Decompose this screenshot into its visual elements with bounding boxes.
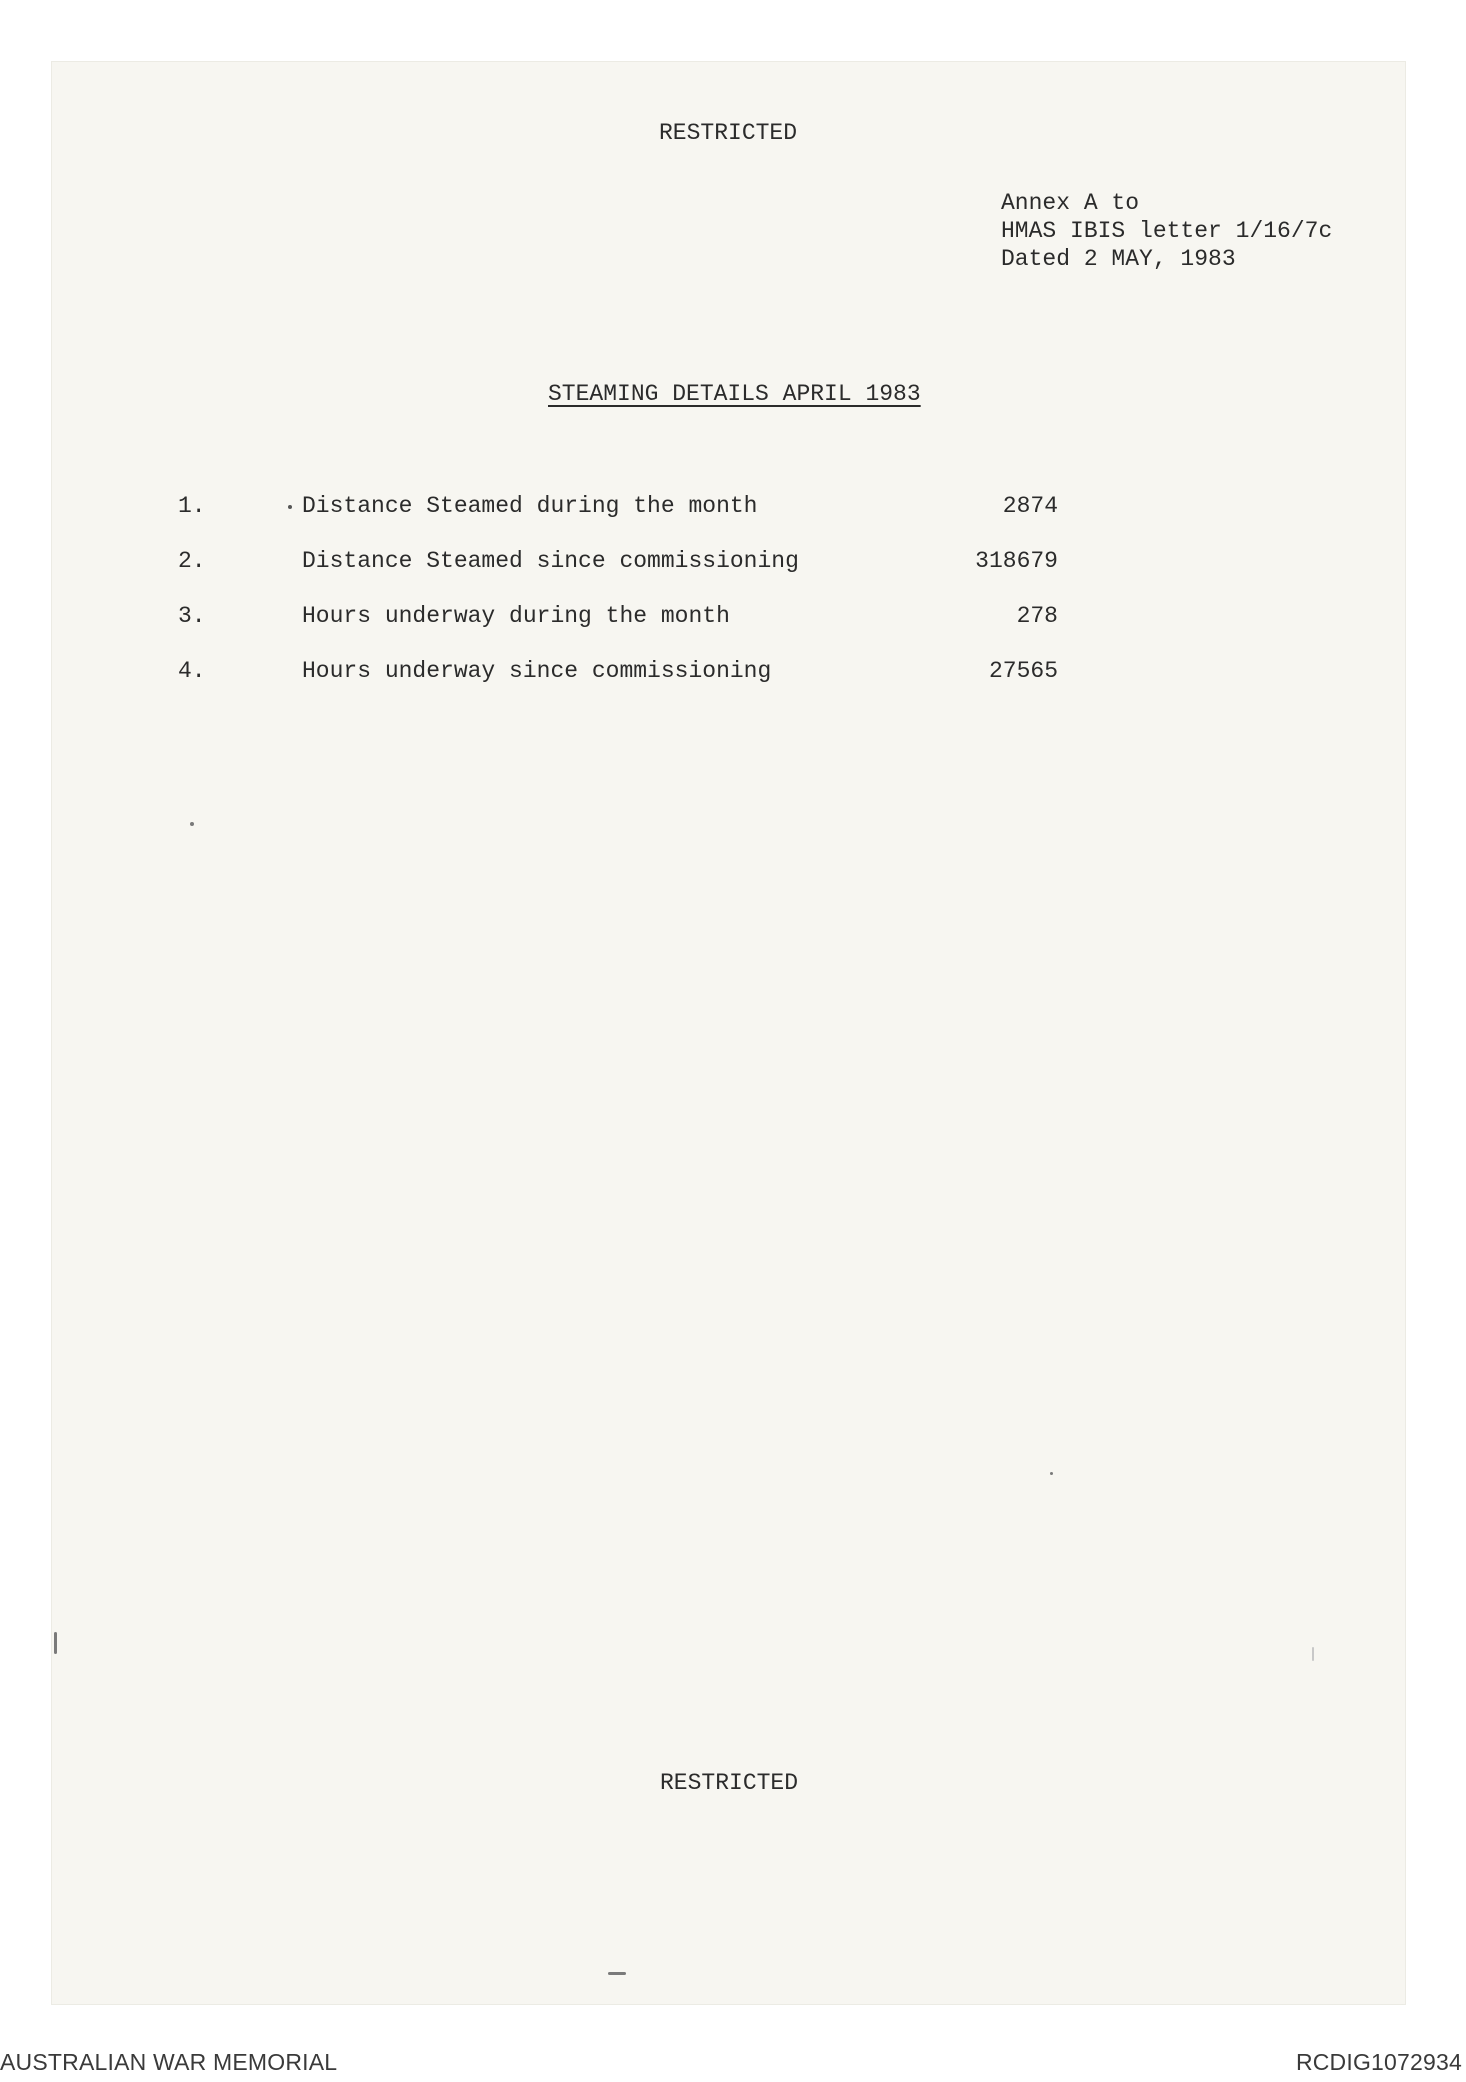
- document-page: [52, 62, 1405, 2004]
- archive-credit: AUSTRALIAN WAR MEMORIAL: [0, 2049, 338, 2075]
- paper-speck: [54, 1632, 57, 1654]
- item-value: 278: [1016, 603, 1058, 629]
- item-number: 3.: [178, 603, 206, 629]
- annex-line: HMAS IBIS letter 1/16/7c: [1001, 218, 1333, 244]
- item-label: Distance Steamed during the month: [302, 493, 758, 519]
- pen-tick-mark: [288, 505, 292, 509]
- classification-marking-bottom: RESTRICTED: [660, 1770, 799, 1796]
- annex-line: Dated 2 MAY, 1983: [1001, 246, 1236, 272]
- paper-speck: [1050, 1472, 1053, 1475]
- item-label: Hours underway since commissioning: [302, 658, 772, 684]
- item-label: Distance Steamed since commissioning: [302, 548, 799, 574]
- annex-line: Annex A to: [1001, 190, 1140, 216]
- classification-marking-top: RESTRICTED: [659, 120, 798, 146]
- annex-reference: [1001, 189, 1332, 273]
- item-value: 318679: [975, 548, 1058, 574]
- paper-speck: [608, 1972, 626, 1975]
- item-value: 27565: [988, 658, 1058, 684]
- item-value: 2874: [1002, 493, 1058, 519]
- item-number: 4.: [178, 658, 206, 684]
- document-title: STEAMING DETAILS APRIL 1983: [548, 381, 921, 407]
- paper-speck: [190, 822, 194, 826]
- item-number: 2.: [178, 548, 206, 574]
- paper-speck: [1312, 1647, 1314, 1661]
- item-number: 1.: [178, 493, 206, 519]
- item-label: Hours underway during the month: [302, 603, 730, 629]
- archive-record-id: RCDIG1072934: [1295, 2049, 1462, 2075]
